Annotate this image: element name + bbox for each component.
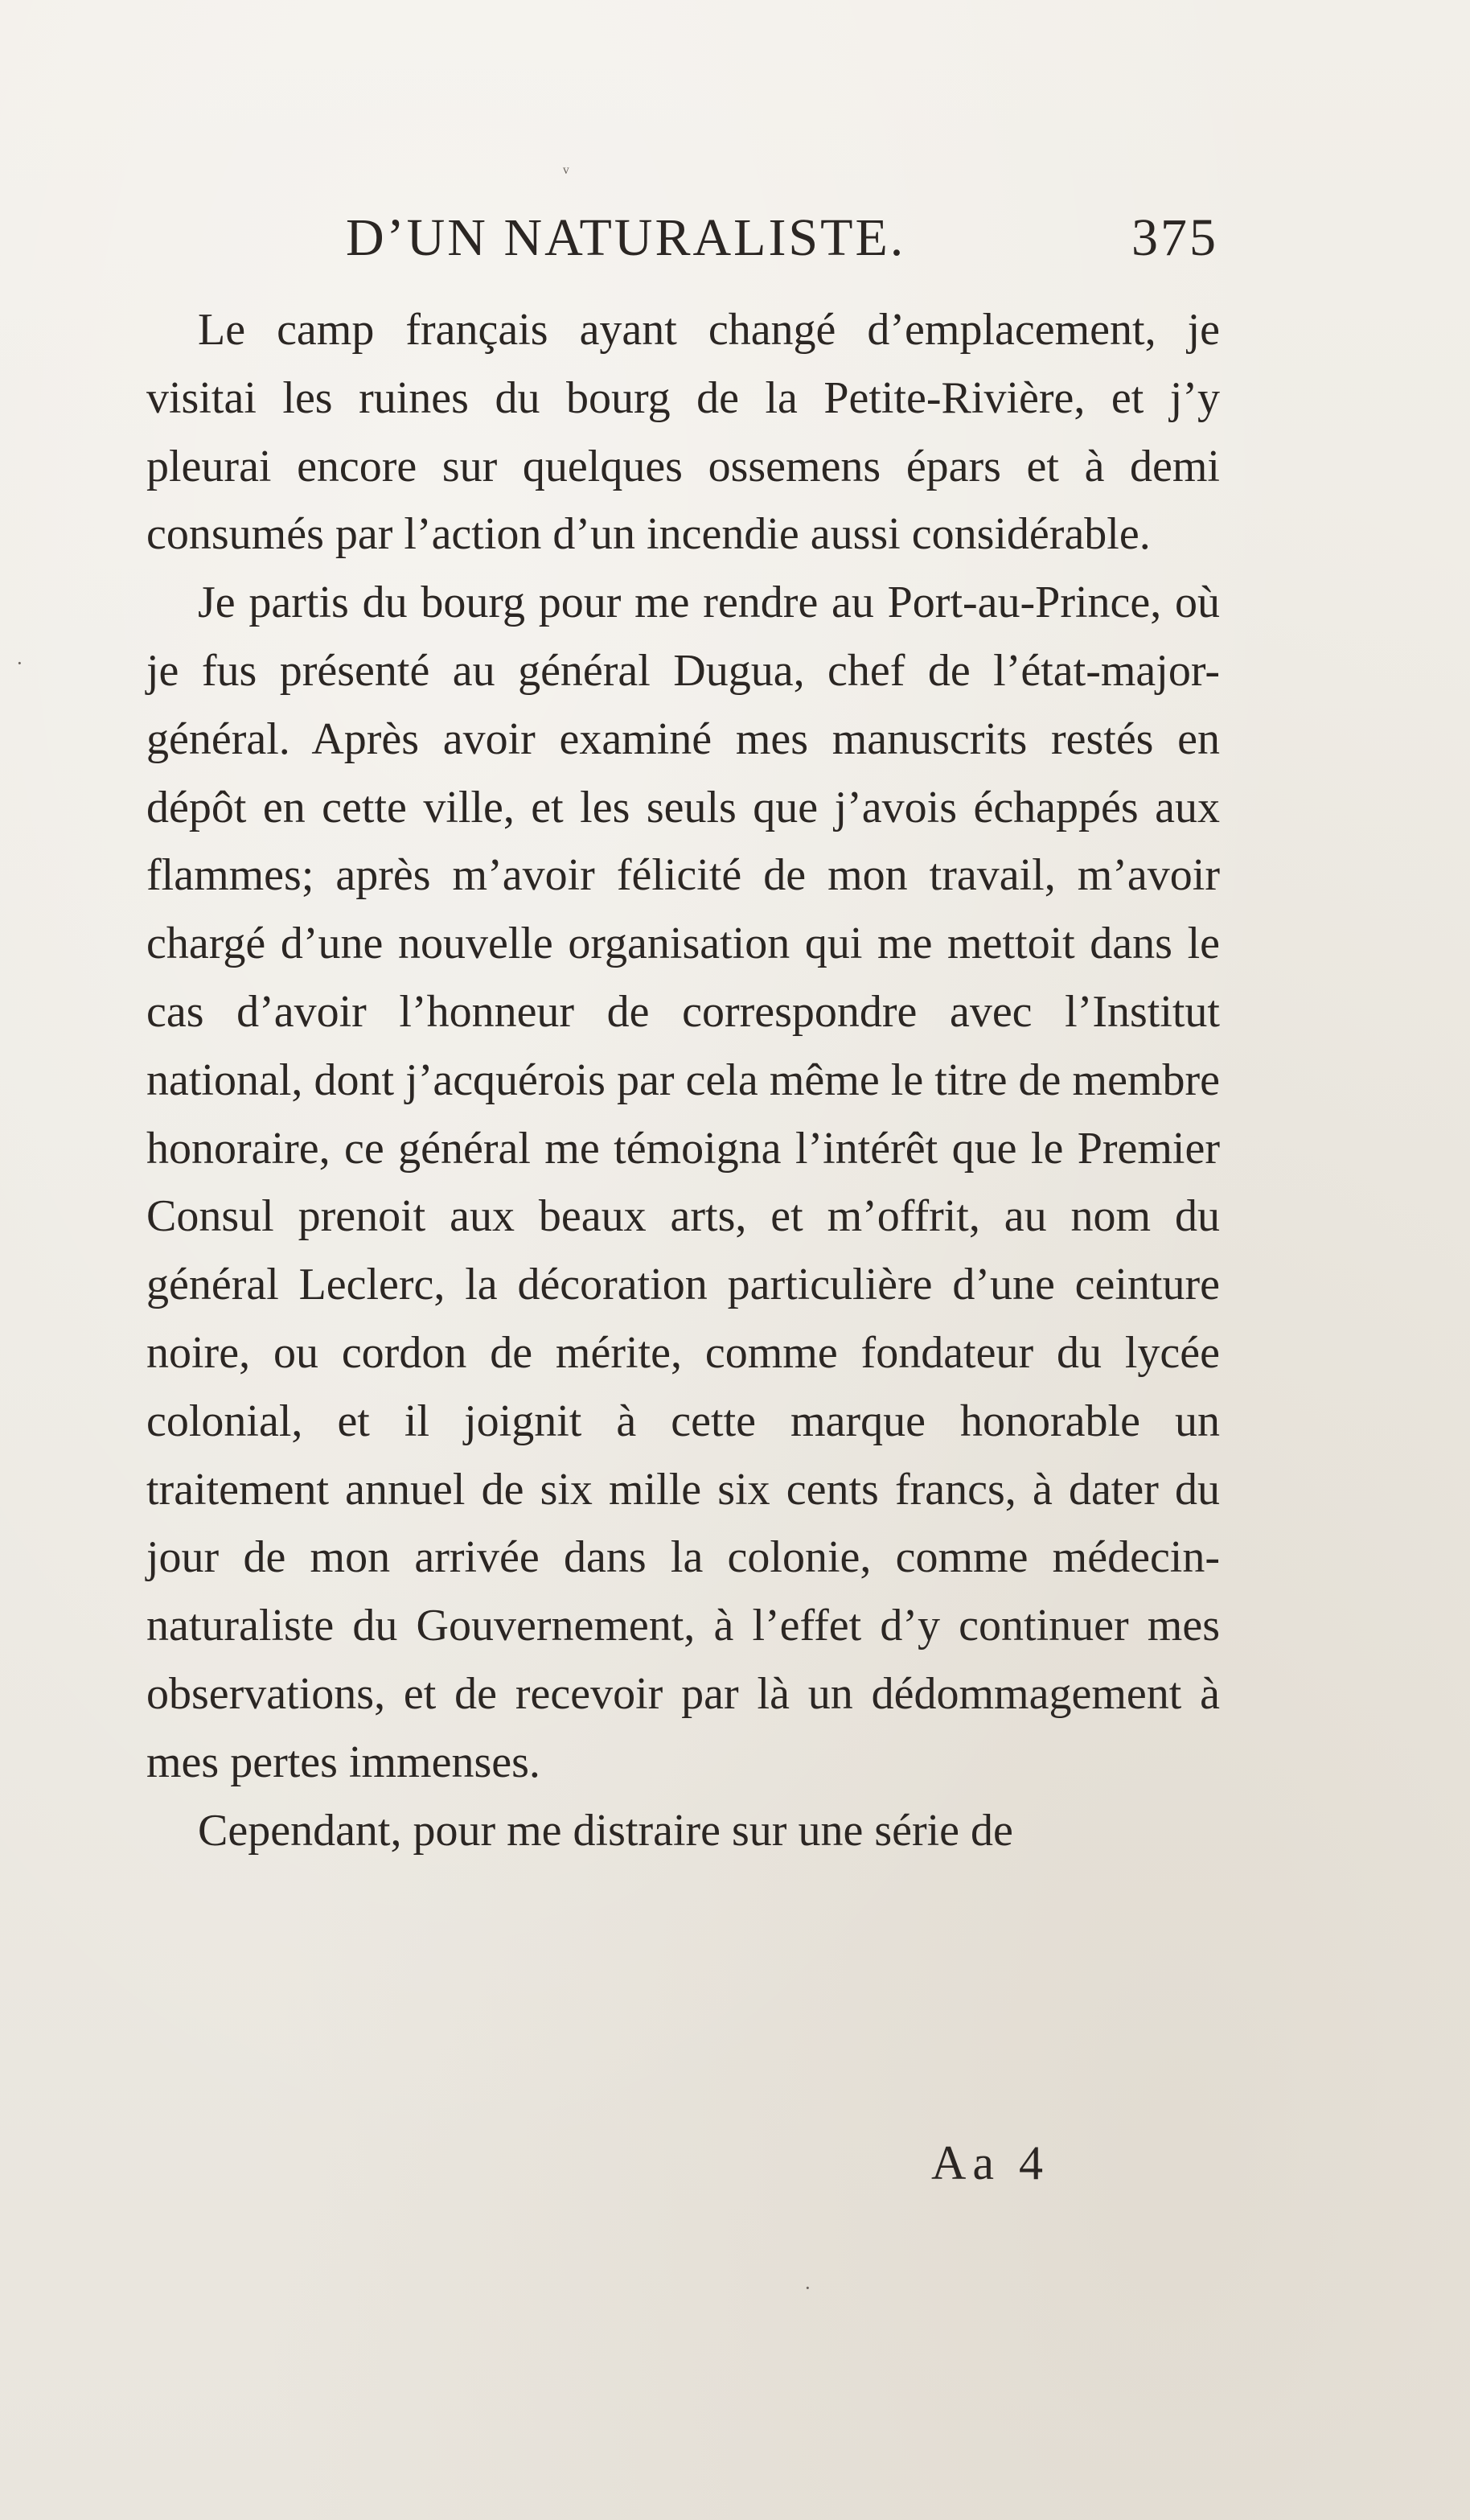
page-number: 375 xyxy=(1131,208,1218,267)
paragraph: Cependant, pour me distraire sur une série de xyxy=(198,1805,1013,1856)
ink-speck: · xyxy=(804,2276,811,2300)
paragraph: Le camp français ayant changé d’emplacement, je visitai les ruines du bourg de la Petite-Rivière, et j’y pleurai encore sur quelques ossemens épars et à demi consumés par l’action d’un incendie aussi considérable. xyxy=(146,305,1220,560)
ink-speck: ᵛ xyxy=(563,161,569,184)
signature-mark: Aa 4 xyxy=(931,2136,1049,2189)
running-head-title: D’UN NATURALISTE. xyxy=(346,208,906,267)
paragraph: Je partis du bourg pour me rendre au Port-au-Prince, où je fus présenté au général Dugua, chef de l’état-major-général. Après avoir examiné mes manuscrits restés en dépôt en cette ville, et les seuls que j’avois échappés aux flammes; après m’avoir félicité de mon travail, m’avoir chargé d’une nouvelle organisation qui me mettoit dans le cas d’avoir l’honneur de correspondre avec l’Institut national, dont j’acquérois par cela même le titre de membre honoraire, ce général me témoigna l’intérêt que le Premier Consul prenoit aux beaux arts, et m’offrit, au nom du général Leclerc, la décoration particulière d’une ceinture noire, ou cordon de mérite, comme fondateur du lycée colonial, et il joignit à cette marque honorable un traitement annuel de six mille six cents francs, à dater du jour de mon arrivée dans la colonie, comme médecin-naturaliste du Gouvernement, à l’effet d’y continuer mes observations, et de recevoir par là un dédommagement à mes pertes immenses. xyxy=(146,578,1220,1787)
ink-speck: · xyxy=(16,652,23,675)
running-head xyxy=(346,208,1218,272)
body-text xyxy=(146,296,1220,1864)
